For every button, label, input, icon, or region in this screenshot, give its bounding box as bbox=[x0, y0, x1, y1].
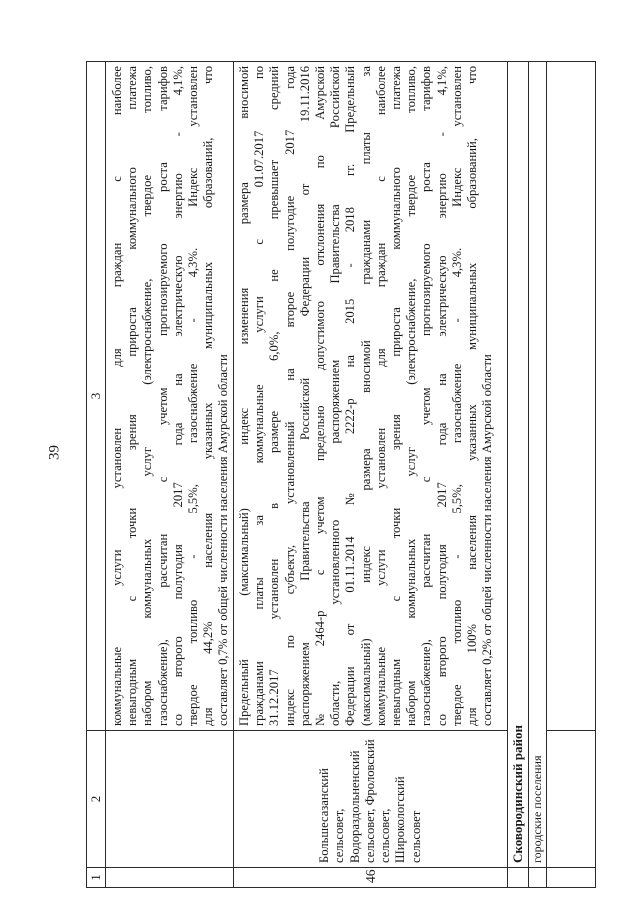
text-line: газоснабжение), рассчитан с учетом прогнозируемого роста тарифов bbox=[419, 66, 434, 726]
empty-cell bbox=[547, 731, 596, 868]
subsection-row bbox=[529, 62, 547, 888]
text-line: гражданами платы за коммунальные услуги с 01.07.2017 по bbox=[252, 66, 267, 726]
header-col-3: 3 bbox=[87, 62, 106, 731]
text-line: Федерации от 01.11.2014 № 2222-р на 2015 - 2018 гг. Предельный bbox=[343, 66, 358, 726]
text-line: индекс по субъекту, установленный на второе полугодие 2017 года bbox=[282, 66, 297, 726]
text-line: области, установленного распоряжением Правительства Российской bbox=[328, 66, 343, 726]
continuation-settlement-cell bbox=[106, 731, 234, 868]
tariff-index-text bbox=[234, 62, 508, 731]
text-line: коммунальные услуги установлен для граждан с наиболее bbox=[110, 66, 124, 726]
header-col-2: 2 bbox=[87, 731, 106, 868]
empty-cell bbox=[547, 868, 596, 888]
header-row bbox=[87, 62, 106, 888]
text-line: (максимальный) индекс размера вносимой гражданами платы за bbox=[358, 66, 373, 726]
document-table-wrapper bbox=[86, 62, 596, 888]
text-line: 31.12.2017 установлен в размере 6,0%, не превышает средний bbox=[267, 66, 282, 726]
table-row-46 bbox=[234, 62, 508, 888]
continuation-row bbox=[106, 62, 234, 888]
text-line: Предельный (максимальный) индекс изменения размера вносимой bbox=[237, 66, 251, 726]
document-table bbox=[86, 61, 596, 888]
text-line: со второго полугодия 2017 года на электрическую энергию - 4,1%, bbox=[170, 66, 185, 726]
text-line: твердое топливо - 5,5%, газоснабжение - 4,3%. Индекс установлен bbox=[186, 66, 201, 726]
text-line: набором коммунальных услуг (электроснабжение, твердое топливо, bbox=[404, 66, 419, 726]
section-title: Сковородинский район bbox=[508, 62, 529, 868]
section-number-cell bbox=[508, 868, 529, 888]
subsection-title: городские поселения bbox=[529, 62, 547, 868]
text-line: невыгодным с точки зрения прироста коммунального платежа bbox=[389, 66, 404, 726]
text-line: составляет 0,2% от общей численности населения Амурской области bbox=[480, 354, 495, 726]
header-col-1: 1 bbox=[87, 868, 106, 888]
continuation-number-cell bbox=[106, 868, 234, 888]
subsection-number-cell bbox=[529, 868, 547, 888]
text-line: для 44,2% населения указанных муниципальных образований, что bbox=[201, 66, 216, 726]
text-line: составляет 0,7% от общей численности населения Амурской области bbox=[216, 354, 231, 726]
text-line: со второго полугодия 2017 года на электрическую энергию - 4,1%, bbox=[434, 66, 449, 726]
section-row bbox=[508, 62, 529, 888]
text-line: коммунальные услуги установлен для граждан с наиболее bbox=[373, 66, 388, 726]
text-line: невыгодным с точки зрения прироста коммунального платежа bbox=[125, 66, 140, 726]
text-line: газоснабжение), рассчитан с учетом прогнозируемого роста тарифов bbox=[155, 66, 170, 726]
continuation-text-cell bbox=[106, 62, 234, 731]
row-number: 46 bbox=[234, 868, 508, 888]
text-line: № 2464-р с учетом предельно допустимого отклонения по Амурской bbox=[313, 66, 328, 726]
settlement-names: Большесазанский сельсовет, Водораздольненский сельсовет, Фроловский сельсовет, Широкологский сельсовет bbox=[234, 731, 508, 868]
page-number: 39 bbox=[46, 445, 63, 460]
text-line: распоряжением Правительства Российской Федерации от 19.11.2016 bbox=[297, 66, 312, 726]
empty-trailing-row bbox=[547, 62, 596, 888]
text-line: для 100% населения указанных муниципальных образований, что bbox=[465, 66, 480, 726]
text-line: твердое топливо - 5,5%, газоснабжение - 4,3%. Индекс установлен bbox=[449, 66, 464, 726]
text-line: набором коммунальных услуг (электроснабжение, твердое топливо, bbox=[140, 66, 155, 726]
empty-cell bbox=[547, 62, 596, 731]
